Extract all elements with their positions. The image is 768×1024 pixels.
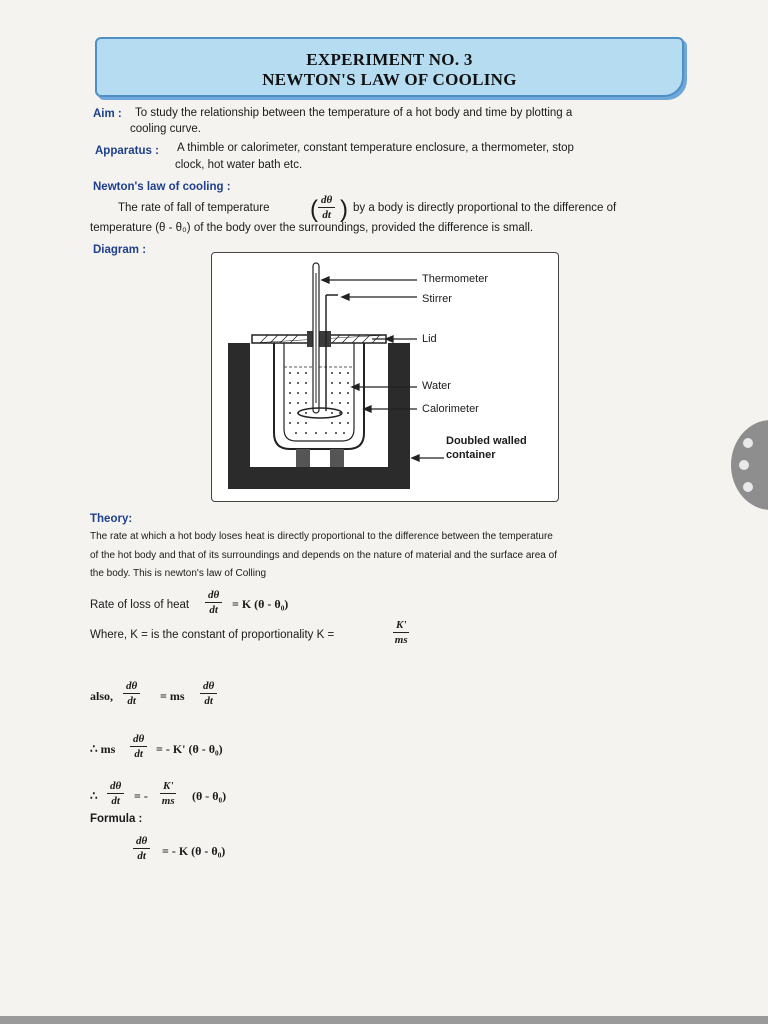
therefore2-fraction-right [160, 779, 176, 808]
left-paren: ( [310, 196, 318, 223]
fraction-numerator: dθ [130, 732, 147, 747]
formula-rhs: = - K (θ - θ₀) [162, 844, 226, 858]
apparatus-text-line2: clock, hot water bath etc. [175, 159, 303, 171]
water-label: Water [422, 380, 451, 392]
fraction-denominator: dt [209, 604, 218, 616]
theory-text-line3: the body. This is newton's law of Colling [90, 568, 267, 579]
theory-label: Theory: [90, 513, 133, 525]
stirrer-label: Stirrer [422, 293, 452, 305]
aim-text-line1: To study the relationship between the temperature of a hot body and time by plotting a [135, 107, 573, 119]
rate-equation-rhs: = K (θ - θ₀) [232, 597, 289, 611]
apparatus-text-line1: A thimble or calorimeter, constant temperature enclosure, a thermometer, stop [177, 142, 574, 154]
thermometer-label: Thermometer [422, 273, 489, 285]
lid-label: Lid [422, 333, 437, 345]
fraction-denominator: dt [137, 850, 146, 862]
fraction-denominator: dt [322, 209, 331, 221]
experiment-number: EXPERIMENT NO. 3 [306, 50, 473, 69]
container-label-line1: Doubled walled [446, 435, 527, 447]
fraction-denominator: ms [161, 795, 175, 807]
rate-fraction [205, 588, 222, 617]
right-paren: ) [340, 196, 348, 223]
fraction-numerator: dθ [123, 679, 140, 694]
apparatus-label: Apparatus : [95, 145, 159, 157]
therefore2-fraction-left [107, 779, 124, 808]
therefore1-fraction [130, 732, 147, 761]
experiment-title-banner [95, 37, 684, 97]
where-k-text: Where, K = is the constant of proportionality K = [90, 629, 335, 641]
fraction-denominator: ms [394, 634, 408, 646]
therefore2-symbol: ∴ [90, 789, 98, 803]
therefore2-rhs: (θ - θ₀) [192, 789, 227, 803]
also-fraction-right [200, 679, 217, 708]
also-fraction-left [123, 679, 140, 708]
therefore2-equals: = - [134, 789, 148, 803]
law-label: Newton's law of cooling : [93, 181, 231, 193]
binder-hole [731, 420, 768, 510]
formula-fraction [133, 834, 150, 863]
aim-label: Aim : [93, 108, 122, 120]
calorimeter-diagram [211, 252, 559, 502]
therefore1-lhs: ∴ ms [90, 742, 116, 756]
law-text-line2: temperature (θ - θ₀) of the body over the surroundings, provided the difference is small. [90, 222, 534, 234]
fraction-numerator: K' [160, 779, 176, 794]
rate-loss-label: Rate of loss of heat [90, 599, 190, 611]
binder-dot [743, 482, 753, 492]
k-fraction [393, 618, 409, 647]
diagram-label: Diagram : [93, 244, 147, 256]
fraction-denominator: dt [204, 695, 213, 707]
dtheta-dt-fraction [318, 193, 335, 222]
fraction-numerator: dθ [133, 834, 150, 849]
fraction-denominator: dt [111, 795, 120, 807]
binder-dot [743, 438, 753, 448]
therefore1-rhs: = - K' (θ - θ₀) [156, 742, 223, 756]
fraction-denominator: dt [134, 748, 143, 760]
experiment-title: NEWTON'S LAW OF COOLING [262, 70, 517, 89]
page-bottom-edge [0, 1016, 768, 1024]
aim-text-line2: cooling curve. [130, 123, 201, 135]
law-text-line1b: by a body is directly proportional to the difference of [353, 202, 617, 214]
fraction-numerator: dθ [107, 779, 124, 794]
also-label: also, [90, 689, 114, 703]
container-label-line2: container [446, 449, 496, 461]
fraction-numerator: K' [393, 618, 409, 633]
fraction-numerator: dθ [318, 193, 335, 208]
formula-label: Formula : [90, 813, 143, 825]
theory-text-line1: The rate at which a hot body loses heat is directly proportional to the difference between the temperature [90, 531, 553, 542]
law-text-line1a: The rate of fall of temperature [118, 202, 270, 214]
fraction-numerator: dθ [200, 679, 217, 694]
also-equals-ms: = ms [160, 689, 185, 703]
calorimeter-label: Calorimeter [422, 403, 479, 415]
fraction-numerator: dθ [205, 588, 222, 603]
fraction-denominator: dt [127, 695, 136, 707]
binder-dot [739, 460, 749, 470]
theory-text-line2: of the hot body and that of its surroundings and depends on the nature of material and the surface area of [90, 550, 557, 561]
calorimeter-diagram-drawing [212, 253, 558, 501]
